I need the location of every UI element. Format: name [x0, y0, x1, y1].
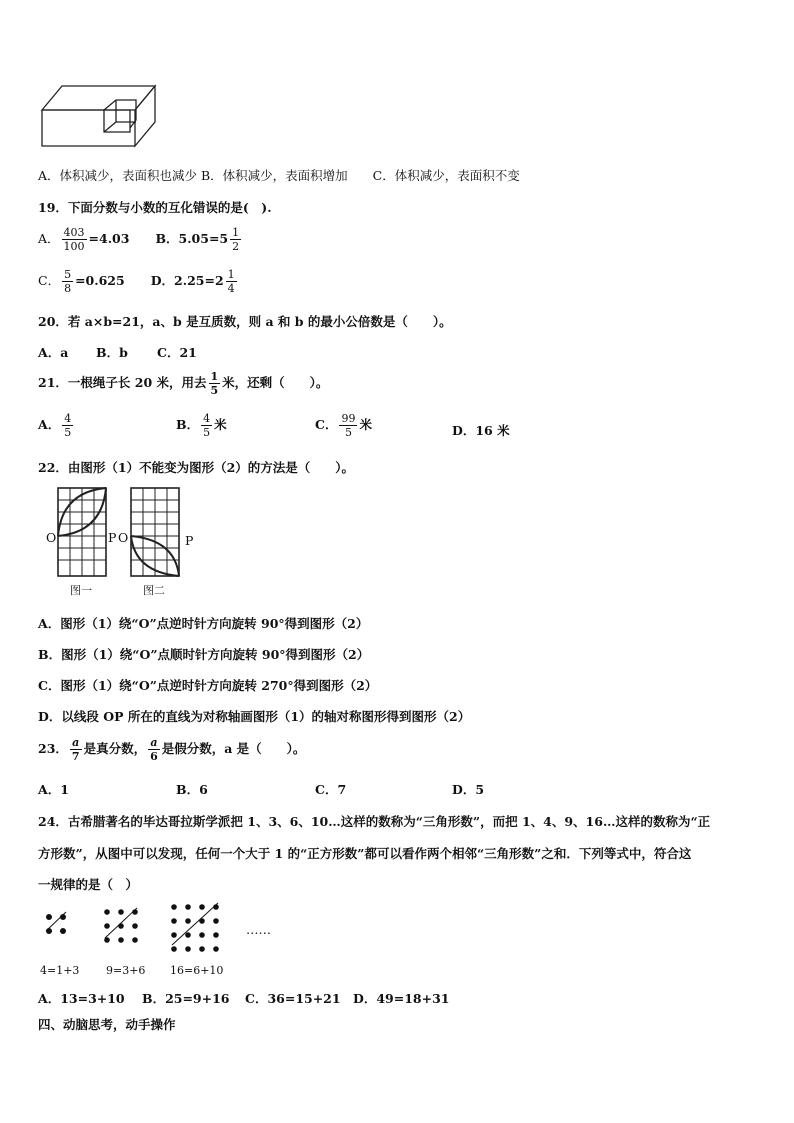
q24-line1: 24．古希腊著名的毕达哥拉斯学派把 1、3、6、10…这样的数称为“三角形数”，而把 1、4、9、16…这样的数称为“正 — [38, 814, 711, 829]
q22-fig1-p-label: P — [108, 530, 117, 545]
q22-option-a: A．图形（1）绕“O”点逆时针方向旋转 90°得到图形（2） — [38, 616, 369, 631]
q22-grid-figure-1 — [58, 488, 108, 578]
q23-option-c: C．7 — [315, 782, 347, 797]
q24-dot-pattern-4x4 — [170, 903, 226, 959]
q22-grid-figure-2 — [131, 488, 181, 578]
q22-caption-2: 图二 — [143, 584, 165, 597]
q22-fig2-p-label: P — [185, 533, 194, 548]
q24-option-d: D．49=18+31 — [353, 991, 450, 1006]
q19-b-label: B．5.05=5 — [155, 231, 229, 246]
q22-stem: 22．由图形（1）不能变为图形（2）的方法是（ ）。 — [38, 460, 355, 475]
q21-a-fraction: $\frac{4}{5}$ — [64, 412, 72, 439]
q24-caption-1: 4=1+3 — [40, 964, 80, 977]
q21-option-a: A． $\frac{4}{5}$ — [38, 412, 72, 439]
cuboid-cutout-figure — [40, 82, 160, 152]
section-4-heading: 四、动脑思考，动手操作 — [38, 1017, 176, 1032]
q19-b-fraction: $\frac{1}{2}$ — [232, 226, 240, 253]
q22-option-d: D．以线段 OP 所在的直线为对称轴画图形（1）的轴对称图形得到图形（2） — [38, 709, 471, 724]
q24-caption-2: 9=3+6 — [106, 964, 146, 977]
q24-ellipsis: …… — [246, 922, 271, 937]
q23-fraction-1: $\frac{a}{7}$ — [71, 736, 80, 763]
q21-stem: 21．一根绳子长 20 米，用去 $\frac{1}{5}$ 米，还剩（ ）。 — [38, 370, 329, 397]
q20-stem: 20．若 a×b=21，a、b 是互质数，则 a 和 b 的最小公倍数是（ ）。 — [38, 314, 452, 329]
q24-dot-pattern-2x2 — [44, 912, 74, 942]
q23-option-a: A．1 — [38, 782, 69, 797]
q24-option-a: A．13=3+10 — [38, 991, 125, 1006]
q19-d-label: D．2.25=2 — [150, 273, 224, 288]
q22-option-b: B．图形（1）绕“O”点顺时针方向旋转 90°得到图形（2） — [38, 647, 370, 662]
q21-b-fraction: $\frac{4}{5}$ — [203, 412, 211, 439]
q18-options: A．体积减少，表面积也减少 B．体积减少，表面积增加 C．体积减少，表面积不变 — [38, 168, 520, 183]
q19-row1 — [38, 226, 243, 253]
q21-option-c: C． $\frac{99}{5}$ 米 — [315, 412, 372, 439]
q21-option-d: D．16 米 — [452, 423, 510, 438]
q19-c-rest: =0.625 — [75, 273, 125, 288]
q24-caption-3: 16=6+10 — [170, 964, 224, 977]
q24-line3: 一规律的是（ ） — [38, 877, 139, 892]
q24-option-c: C．36=15+21 — [245, 991, 341, 1006]
q20-option-b: B．b — [96, 345, 128, 360]
q19-a-rest: =4.03 — [88, 231, 130, 246]
q22-option-c: C．图形（1）绕“O”点逆时针方向旋转 270°得到图形（2） — [38, 678, 378, 693]
q19-row2 — [38, 268, 239, 295]
q21-stem-fraction: $\frac{1}{5}$ — [210, 370, 219, 397]
q22-fig2-o-label: O — [118, 530, 129, 545]
q19-a-fraction: $\frac{403}{100}$ — [63, 226, 85, 253]
q20-option-a: A．a — [38, 345, 69, 360]
q24-option-b: B．25=9+16 — [142, 991, 230, 1006]
q21-option-b: B． $\frac{4}{5}$ 米 — [176, 412, 227, 439]
q23-stem: 23． $\frac{a}{7}$ 是真分数， $\frac{a}{6}$ 是假分数，a 是（ ）。 — [38, 736, 306, 763]
q19-c-fraction: $\frac{5}{8}$ — [64, 268, 72, 295]
q19-stem: 19．下面分数与小数的互化错误的是( ). — [38, 200, 272, 215]
q23-fraction-2: $\frac{a}{6}$ — [150, 736, 158, 763]
q23-option-b: B．6 — [176, 782, 208, 797]
q23-option-d: D．5 — [452, 782, 485, 797]
q19-a-label: A． — [38, 231, 60, 246]
q21-c-fraction: $\frac{99}{5}$ — [341, 412, 356, 439]
q24-line2: 方形数”，从图中可以发现，任何一个大于 1 的“正方形数”都可以看作两个相邻“三角形数”之和．下列等式中，符合这 — [38, 846, 692, 861]
q19-c-label: C． — [38, 273, 61, 288]
q24-dot-pattern-3x3 — [103, 908, 143, 948]
q22-caption-1: 图一 — [70, 584, 92, 597]
q20-option-c: C．21 — [157, 345, 197, 360]
q19-d-fraction: $\frac{1}{4}$ — [227, 268, 235, 295]
q22-fig1-o-label: O — [46, 530, 57, 545]
